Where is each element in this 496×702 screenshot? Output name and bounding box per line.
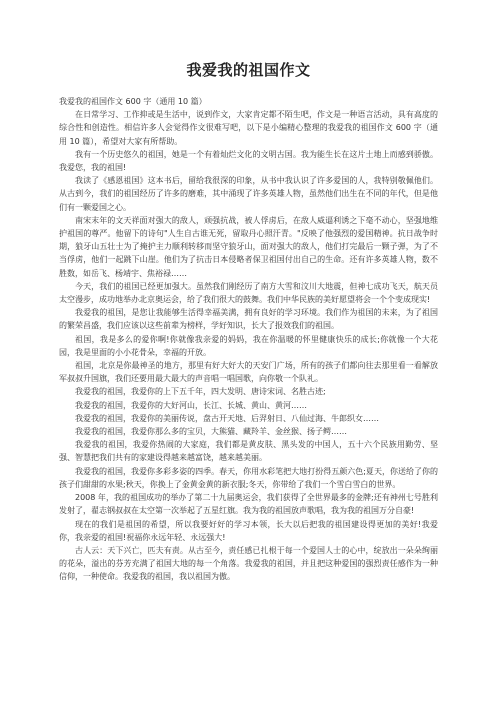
paragraph: 我有一个历史悠久的祖国，她是一个有着灿烂文化的文明古国。我为能生长在这片土地上而感到骄傲。我爱您，我的祖国! <box>59 149 438 173</box>
paragraph: 南宋末年的文天祥面对强大的敌人，顽强抗战，被人俘虏后，在敌人威逼利诱之下毫不动心，坚强地维护祖国的尊严。他留下的诗句"人生自古谁无死，留取丹心照汗青。"反映了他强烈的爱国精神。抗日战争时期，狼牙山五壮士为了掩护主力顺利转移而坚守狼牙山，面对强大的敌人，他们打完最后一颗子弹，为了不当俘虏，他们一起跳下山崖。他们为了抗击日本侵略者保卫祖国付出自己的生命。还有许多英雄人物，数不胜数，如岳飞、杨靖宇、焦裕禄…… <box>59 215 438 278</box>
paragraph: 我爱我的祖国，我爱你热闹的大家庭，我们都是黄皮肤、黑头发的中国人，五十六个民族用勤劳、坚强、智慧把我们共有的家建设得越来越富饶，越来越美丽。 <box>59 440 438 463</box>
paragraph: 我爱我的祖国，我爱你那么多的宝贝，大熊猫、藏羚羊、金丝猴、扬子鳄…… <box>75 427 347 437</box>
paragraph: 祖国，我是多么的爱你啊!你就像我亲爱的妈妈，我在你温暖的怀里健康快乐的成长;你就像一个大花园，我是里面的小小花骨朵，幸福的开放。 <box>59 334 438 357</box>
paragraph: 我读了《感恩祖国》这本书后，留给我很深的印象，从书中我认识了许多爱国的人，我特别敬佩他们。从古到今，我们的祖国经历了许多的磨难，其中涌现了许多英雄人物，虽然他们出生在不同的年代，但是他们有一颗爱国之心。 <box>59 176 438 212</box>
essay-body <box>59 108 438 583</box>
paragraph: 2008 年，我的祖国成功的举办了第二十九届奥运会，我们获得了全世界最多的金牌;还有神州七号胜利发射了，翟志钢叔叔在太空第一次举起了五星红旗。我为我的祖国放声歌唱，我为我的祖国万分自豪! <box>59 493 438 516</box>
paragraph: 古人云：天下兴亡，匹夫有责。从古至今，责任感已扎根于每一个爱国人士的心中，绽放出一朵朵绚丽的花朵，溢出的芬芳充满了祖国大地的每一个角落。我爱我的祖国，并且把这种爱国的强烈责任感作为一种信仰，一种使命。我爱我的祖国，我以祖国为傲。 <box>59 545 438 582</box>
paragraph: 在日常学习、工作抑或是生活中，说到作文，大家肯定都不陌生吧，作文是一种语言活动，具有高度的综合性和创造性。相信许多人会觉得作文很难写吧，以下是小编精心整理的我爱我的祖国作文 600 字（通用 10 篇），希望对大家有所帮助。 <box>59 110 438 146</box>
paragraph: 祖国，北京是你最神圣的地方，那里有好大好大的天安门广场，所有的孩子们都向往去那里看一看解放军叔叔升国旗，我们还要用最大最大的声音唱一唱国歌，向你敬一个队礼。 <box>59 361 438 384</box>
paragraph: 我爱我的祖国，是您让我能够生活得幸福美满，拥有良好的学习环境。我们作为祖国的未来，为了祖国的繁荣昌盛，我们应该以这些前辈为榜样，学好知识，长大了报效我们的祖国。 <box>59 308 438 331</box>
subtitle: 我爱我的祖国作文 600 字（通用 10 篇） <box>59 97 207 106</box>
paragraph: 我爱我的祖国，我爱你的上下五千年，四大发明、唐诗宋词、名胜古迹; <box>75 387 326 397</box>
paragraph: 今天，我们的祖国已经更加强大。虽然我们刚经历了南方大雪和汶川大地震，但神七成功飞天，航天员太空漫步，成功地举办北京奥运会，给了我们很大的鼓舞。我们中华民族的美好愿望将会一个个变成现实! <box>59 281 438 305</box>
page-title: 我爱我的祖国作文 <box>186 61 311 79</box>
paragraph: 我爱我的祖国，我爱你多彩多姿的四季。春天，你用水彩笔把大地打扮得五颜六色;夏天，你送给了你的孩子们甜甜的水果;秋天，你换上了金黄金黄的新衣服;冬天，你带给了我们一个雪白雪白的世界。 <box>59 466 438 489</box>
paragraph: 我爱我的祖国，我爱你的大好河山，长江、长城、黄山、黄河…… <box>75 400 307 410</box>
paragraph: 我爱我的祖国，我爱你的美丽传说，盘古开天地、后羿射日、八仙过海、牛郎织女…… <box>75 413 379 423</box>
paragraph: 现在的我们是祖国的希望，所以我要好好的学习本领，长大以后把我的祖国建设得更加的美好!我爱你，我亲爱的祖国!祝福你永远年轻、永远强大! <box>59 519 438 542</box>
